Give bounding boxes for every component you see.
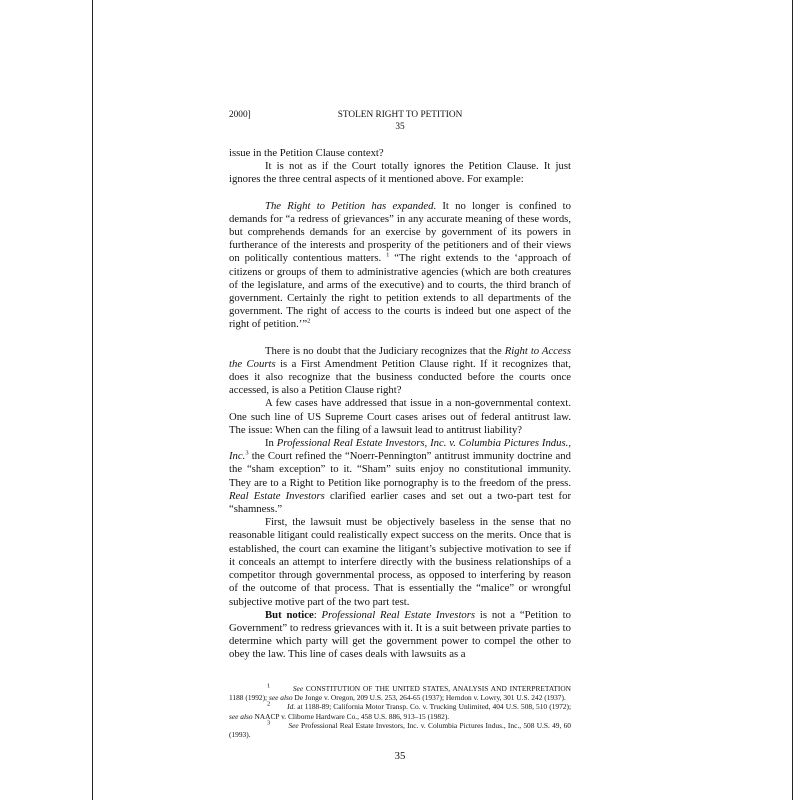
footnote-2-text-b: NAACP v. Cliborne Hardware Co., 458 U.S. 886, 913–15 (1982). bbox=[252, 711, 450, 721]
footnote-2-text-a: at 1188-89; California Motor Transp. Co. v. Trucking Unlimited, 404 U.S. 508, 510 (1972); bbox=[295, 702, 571, 712]
footnote-ref-3[interactable]: 3 bbox=[245, 449, 249, 457]
footnote-1-text-a: CONSTITUTION OF THE UNITED STATES, ANALYSIS AND INTERPRETATION 1188 (1992); bbox=[229, 684, 572, 703]
p7-text-b: is not a “Petition to Government” to redress grievances with it. It is a suit between private parties to determine which party will get the government power to compel the other to obey the law. This line of cases deals with lawsuits as a bbox=[229, 608, 571, 661]
footnote-3-number: 3 bbox=[267, 719, 271, 727]
p5-text-a: In bbox=[265, 437, 277, 450]
running-header bbox=[229, 109, 571, 133]
footnote-1 bbox=[229, 684, 571, 702]
quote-italic: The Right to Petition has expanded bbox=[265, 199, 434, 212]
footnote-1-signal: See bbox=[292, 684, 304, 693]
p5-text-c: clarified earlier cases and set out a two-part test for “shamness.” bbox=[229, 489, 571, 516]
footnote-1-number: 1 bbox=[267, 682, 271, 690]
block-quote bbox=[229, 200, 571, 332]
p5-text-b: the Court refined the “Noerr-Pennington” antitrust immunity doctrine and the “sham exception” to it. “Sham” suits enjoy no constitutional immunity. They are to a Right to Petition like pornography is to the freedom of the press. bbox=[229, 450, 571, 489]
paragraph-7 bbox=[229, 609, 571, 662]
p7-text-a: : bbox=[313, 608, 322, 621]
footnote-2-number: 2 bbox=[267, 700, 271, 708]
p7-italic: Professional Real Estate Investors bbox=[321, 608, 476, 621]
footnote-2 bbox=[229, 702, 571, 720]
p7-bold: But notice bbox=[265, 608, 314, 621]
paragraph-6: First, the lawsuit must be objectively baseless in the sense that no reasonable litigant could realistically expect success on the merits. Once that is established, the court can examine the litigant’s subjective motivation to see if it conceals an attempt to interfere directly with the business relationships of a competitor through governmental process, as opposed to interfering by reason of the outcome of that process. That is essentially the “malice” or wrongful subjective motive part of the two part test. bbox=[229, 516, 571, 608]
quote-text-b: “The right extends to the ‘approach of citizens or groups of them to administrative agencies (which are both creatures of the legislature, and arms of the executive) and to courts, the third branch of government. Certainly the right to petition extends to all departments of the government. The right of access to the courts is indeed but one aspect of the right of petition.’” bbox=[229, 252, 571, 331]
footnote-3-signal: See bbox=[288, 720, 299, 730]
p3-text-a: There is no doubt that the Judiciary recognizes that the bbox=[265, 344, 505, 357]
header-title: STOLEN RIGHT TO PETITION bbox=[337, 110, 463, 120]
footer-page-number: 35 bbox=[394, 750, 406, 762]
footnote-ref-2[interactable]: 2 bbox=[307, 317, 311, 325]
footnote-2-id: Id. bbox=[287, 702, 296, 712]
p5-case-name: Professional Real Estate Investors, Inc. v. Columbia Pictures Indus., Inc. bbox=[229, 437, 571, 463]
main-text bbox=[229, 147, 571, 662]
footnotes bbox=[229, 684, 571, 739]
footnote-1-text-b: De Jonge v. Oregon, 209 U.S. 253, 264-65 (1937); Herndon v. Lowry, 301 U.S. 242 (1937). bbox=[292, 693, 566, 703]
p5-case-short: Real Estate Investors bbox=[229, 489, 325, 502]
footnote-3 bbox=[229, 721, 571, 739]
paragraph-2: It is not as if the Court totally ignores the Petition Clause. It just ignores the three central aspects of it mentioned above. For example: bbox=[229, 160, 571, 186]
footnote-ref-1[interactable]: 1 bbox=[386, 251, 390, 259]
footnote-3-text: Professional Real Estate Investors, Inc. v. Columbia Pictures Indus., Inc., 508 U.S. 49, 60 (1993). bbox=[229, 720, 572, 740]
paragraph-4: A few cases have addressed that issue in a non-governmental context. One such line of US Supreme Court cases arises out of federal antitrust law. The issue: When can the filing of a lawsuit lead to antitrust liability? bbox=[229, 397, 571, 436]
header-year: 2000] bbox=[229, 110, 251, 120]
footnote-2-signal: see also bbox=[229, 711, 253, 721]
paragraph-1: issue in the Petition Clause context? bbox=[229, 147, 384, 159]
quote-text-a: . It no longer is confined to demands for “a redress of grievances” in any accurate meaning of these words, but comprehends demands for an exercise by government of its powers in furtherance of the interests and prosperity of the petitioners and of their views on politically contentious matters. bbox=[229, 199, 571, 265]
footnote-1-signal-2: see also bbox=[268, 693, 293, 703]
paragraph-5 bbox=[229, 437, 571, 516]
p3-italic: Right to Access the Courts bbox=[229, 344, 571, 370]
header-page-number: 35 bbox=[395, 122, 405, 132]
p3-text-b: is a First Amendment Petition Clause right. If it recognizes that, does it also recognize that the business conducted before the courts once accessed, is also a Petition Clause right? bbox=[229, 357, 571, 397]
paragraph-3 bbox=[229, 345, 571, 398]
